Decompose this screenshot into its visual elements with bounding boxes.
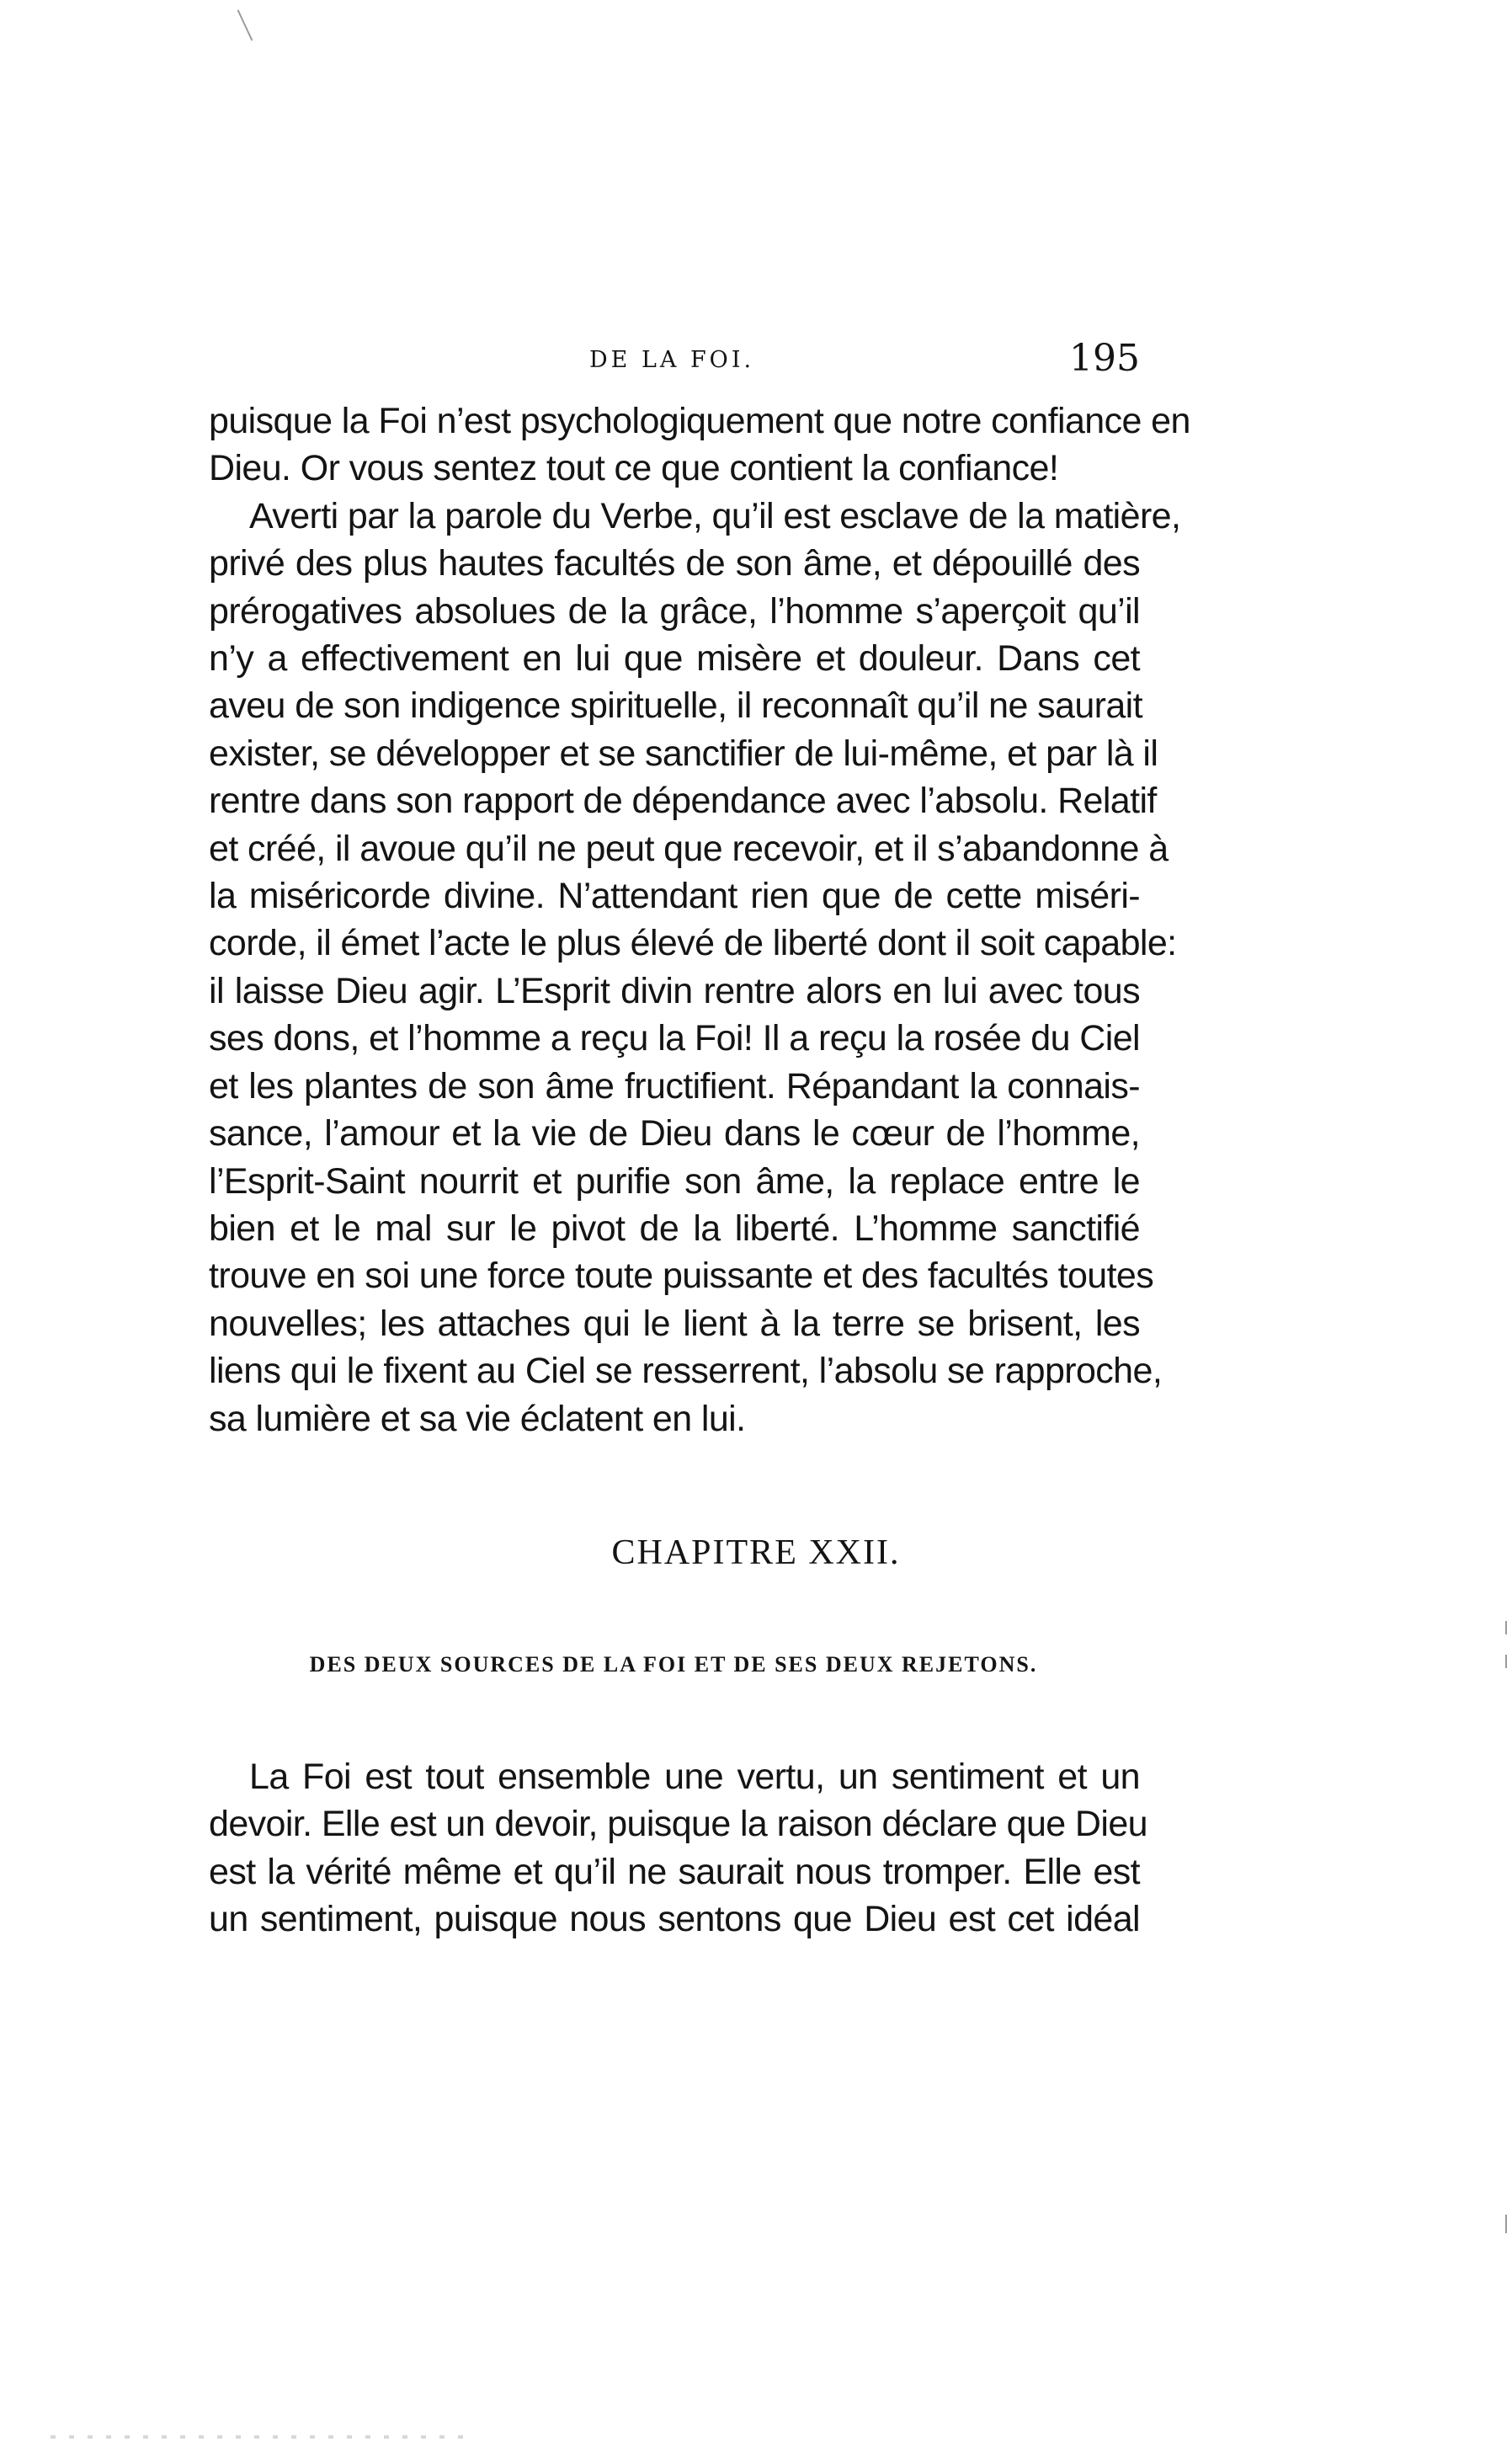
running-header [209, 337, 1140, 394]
text-line: sance, l’amour et la vie de Dieu dans le cœur de l’homme, [209, 1113, 1140, 1154]
text-line: devoir. Elle est un devoir, puisque la raison déclare que Dieu [209, 1804, 1147, 1845]
text-line: sa lumière et sa vie éclatent en lui. [209, 1398, 746, 1439]
text-line: il laisse Dieu agir. L’Esprit divin rentre alors en lui avec tous [209, 970, 1140, 1011]
text-line: rentre dans son rapport de dépendance avec l’absolu. Relatif [209, 781, 1157, 822]
text-line: n’y a effectivement en lui que misère et douleur. Dans cet [209, 638, 1140, 680]
scan-mark [1505, 1621, 1507, 1634]
text-line: puisque la Foi n’est psychologiquement que notre confiance en [209, 401, 1190, 441]
text-line: la miséricorde divine. N’attendant rien que de cette miséri- [209, 876, 1140, 917]
text-line: liens qui le fixent au Ciel se resserrent, l’absolu se rapproche, [209, 1351, 1163, 1392]
scan-noise [51, 2435, 471, 2439]
text-line: et les plantes de son âme fructifient. Répandant la connais- [209, 1065, 1140, 1106]
text-line: et créé, il avoue qu’il ne peut que recevoir, et il s’abandonne à [209, 828, 1169, 869]
text-line: Averti par la parole du Verbe, qu’il est esclave de la matière, [249, 495, 1181, 536]
chapter-subtitle: DES DEUX SOURCES DE LA FOI ET DE SES DEUX REJETONS. [309, 1652, 1038, 1677]
text-line: nouvelles; les attaches qui le lient à la terre se brisent, les [209, 1303, 1140, 1344]
text-line: bien et le mal sur le pivot de la liberté. L’homme sanctifié [209, 1208, 1140, 1249]
text-line: exister, se développer et se sanctifier de lui-même, et par là il [209, 733, 1158, 774]
text-line: Dieu. Or vous sentez tout ce que contient la confiance! [209, 448, 1059, 489]
paragraph-1 [209, 397, 1190, 1442]
page-number: 195 [1069, 337, 1140, 380]
text-line: privé des plus hautes facultés de son âme, et dépouillé des [209, 543, 1140, 584]
paragraph-2 [209, 1753, 1147, 1943]
running-title: DE LA FOI. [589, 347, 755, 373]
text-line: ses dons, et l’homme a reçu la Foi! Il a reçu la rosée du Ciel [209, 1018, 1140, 1059]
text-line: prérogatives absolues de la grâce, l’homme s’aperçoit qu’il [209, 590, 1140, 632]
scan-mark [1505, 2215, 1507, 2233]
text-line: un sentiment, puisque nous sentons que Dieu est cet idéal [209, 1899, 1140, 1940]
text-line: trouve en soi une force toute puissante et des facultés toutes [209, 1256, 1154, 1297]
text-line: l’Esprit-Saint nourrit et purifie son âme, la replace entre le [209, 1160, 1140, 1202]
scan-mark [237, 9, 253, 40]
text-line: corde, il émet l’acte le plus élevé de liberté dont il soit capable: [209, 923, 1177, 964]
chapter-title: CHAPITRE XXII. [611, 1533, 901, 1572]
text-line: est la vérité même et qu’il ne saurait nous tromper. Elle est [209, 1851, 1140, 1892]
text-line: La Foi est tout ensemble une vertu, un sentiment et un [249, 1757, 1140, 1797]
scan-mark [1505, 1655, 1507, 1668]
text-line: aveu de son indigence spirituelle, il reconnaît qu’il ne saurait [209, 685, 1142, 727]
